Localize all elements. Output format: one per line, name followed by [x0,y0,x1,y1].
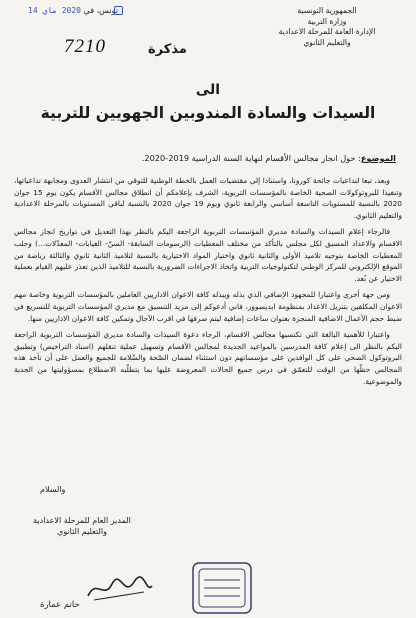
handwritten-signature-icon [84,574,154,604]
title-recipients: السيدات والسادة المندوبين الجهويين للتربية [40,104,376,122]
letterhead-ministry: وزارة التربية [307,16,347,26]
reference-word: مذكرة [148,42,187,57]
subject-line [96,153,396,163]
signatory-title-line1: المدير العام للمرحلة الاعدادية [33,516,131,525]
reference-block [62,36,212,80]
signature-block [22,515,142,610]
letterhead-directorate-line2: والتعليم الثانوي [303,37,351,47]
body-paragraph-4: واعتبارا للأهمية البالغة التي تكتسيها مجالس الاقسام، الرجاء دعوة السيدات والسادة مديري المؤسسات التربوية الراجعة اليكم بالنظر الى إعلام كافة المدرسين بالمواعيد الجديدة لمجالس الأقسام وتسهيل عملية تنقلهم (اسناد التراخيص) وتطبيق البروتوكول الصحي على كل الوافدين على مؤسساتهم دون استثناء لضمان الصّحة والسّلامة للجميع والعمل على أن تأخذ هذه المجالس حظّها من الوقت للتعمّق في درس جميع الحالات المعروضة عليها بما يتطلّبه الاضطلاع بمسؤوليتها من الجدية والموضوعية. [14,330,402,386]
body-paragraph-1: وبعد، تبعا لتداعيات جائحة كورونا، واستنادا إلى مقتضيات العمل بالخطة الوطنية للتوقي من انتشار العدوى ومجابهة تداعياتها، وتنفيذا للبروتوكولات الصحية الخاصة بالمؤسسات التربوية، الشرف بإعلامكم أن انطلاق مجالس الأقسام يكون يوم 15 جوان 2020 بالنسبة للمستويات التاسعة أساسي والرابعة ثانوي ويوم 19 جوان 2020 بالنسبة لباقي المستويات بالمرحلة الاعدادية والتعليم الثانوي. [14,176,403,220]
city-label: تونس، في [83,6,118,15]
signatory-title-line2: والتعليم الثانوي [57,527,107,536]
letterhead-republic: الجمهورية التونسية [297,6,357,15]
body-paragraph-2: فالرجاء إعلام السيدات والسادة مديري المؤسسات التربوية الراجعة اليكم بالنظر بهذا التعديل في تواريخ انجاز مجالس الاقسام والاعداد المسبق لكل مجلس بالتأكد من مختلف المعطيات (الرسومات السابقة- السنّ- الغيابات- المعدّلات...) وجلب المعطيات الخاصة بتوجيه تلاميذ الأولى والثانية ثانوي واختيار المواد الاختيارية بالنسبة لتلاميذ الثانية ثانوي والثالثة رياضة من الموقع الإلكتروني للمركز الوطني لتكنولوجيات التربية واتخاذ الاجراءات الضرورية بالنسبة للتلاميذ الذين تعذر عليهم القيام بعملية الاختيار عن بُعد. [14,227,402,283]
letterhead [252,6,402,48]
checkbox-mark-icon [114,6,123,15]
letterhead-directorate-line1: الإدارة العامة للمرحلة الاعدادية [278,27,376,36]
place-date [28,6,118,15]
salutation: والسلام [40,485,66,494]
title-to: الى [195,82,221,98]
body-paragraph-3: ومن جهة أخرى واعتبارا للمجهود الإضافي الذي بذله ويبذله كافة الاعوان الاداريين العاملين بالمؤسسات التربوية وخاصة مهم الاعوان المكلفين بتنزيل الاعداد بمنظومة ابديسوور، فاني أدعوكم إلى مزيد التنسيق مع مديري المؤسسات التربوية للتسريع في ضبط حجم الأعمال الاضافية المنجزة بعنوان ساعات إضافية ليتم صرفها في اقرب الآجال وتمكين كافة الاعوان الاداريين منها. [14,290,402,323]
signatory-name: حاتم عمارة [40,600,80,610]
official-stamp-icon [190,560,254,616]
memo-body [14,175,402,392]
reference-number: 7210 [64,36,106,57]
subject-label: الموضوع [360,153,396,163]
subject-text: : حول انجاز مجالس الأقسام لنهاية السنة الدراسية 2019-2020. [141,153,361,163]
date-value: 2020 ماي 14 [28,6,81,15]
